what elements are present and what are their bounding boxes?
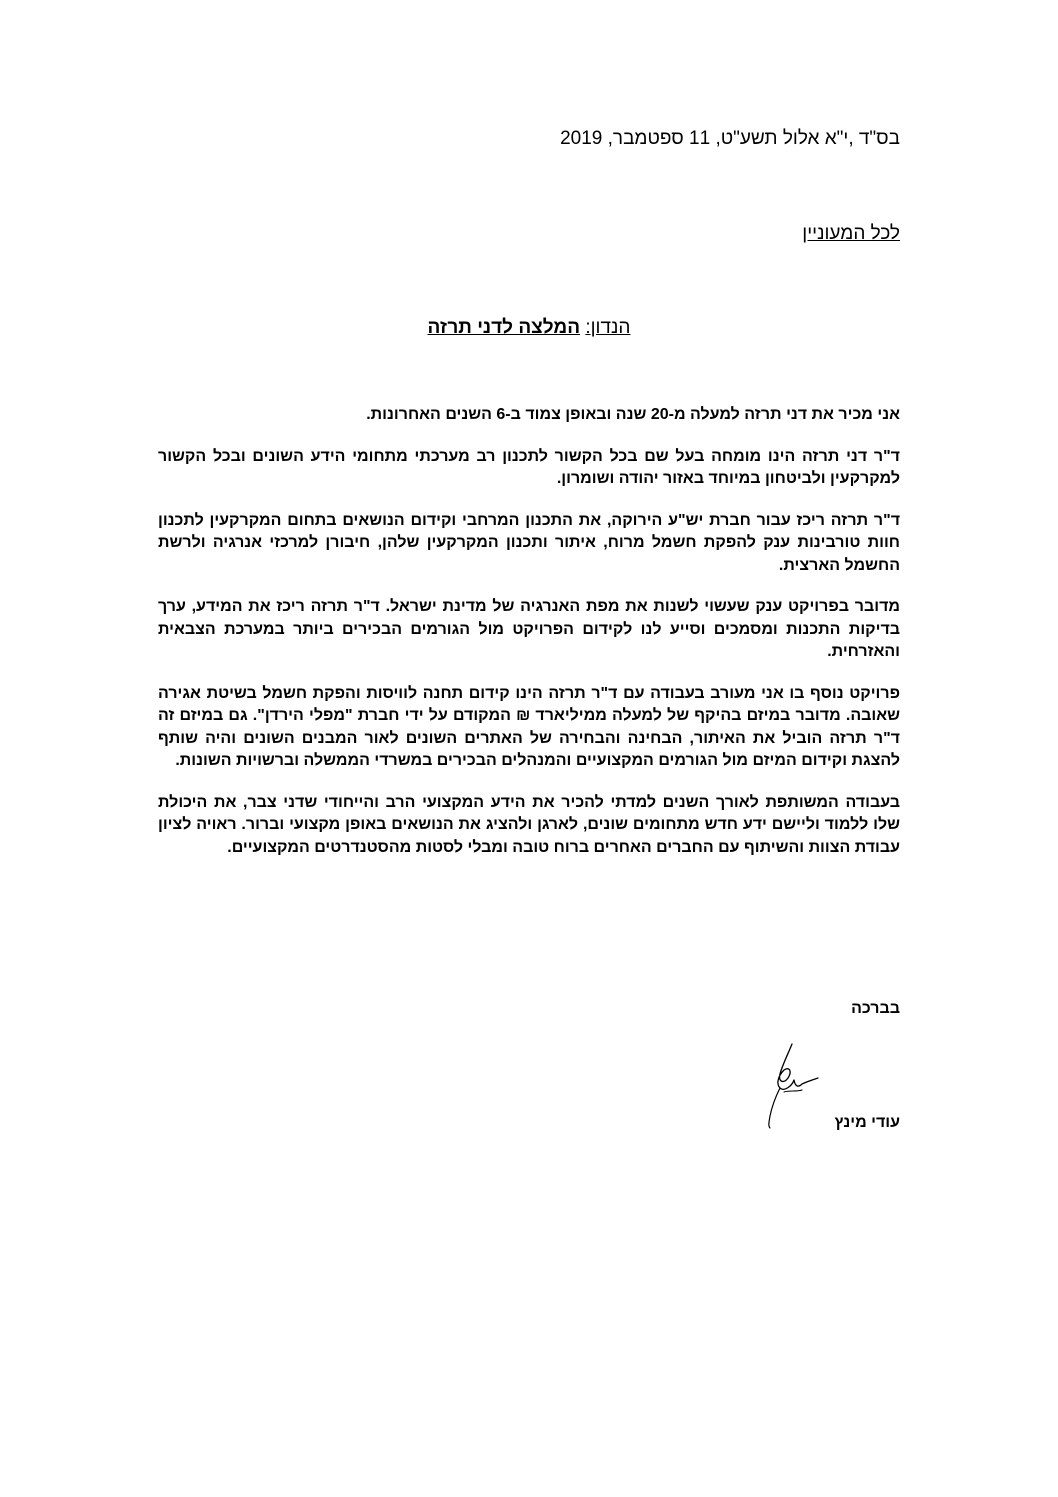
body-paragraph-4: מדובר בפרויקט ענק שעשוי לשנות את מפת האנרגיה של מדינת ישראל. ד"ר תרזה ריכז את המידע, ערך בדיקות התכנות ומסמכים וסייע לנו לקידום הפרויקט מול הגורמים הבכירים ביותר במערכת הצבאית והאזרחית.	[158, 598, 900, 660]
body-paragraph-3: ד"ר תרזה ריכז עבור חברת יש"ע הירוקה, את התכנון המרחבי וקידום הנושאים בתחום המקרקעין לתכנון חוות טורבינות ענק להפקת חשמל מרוח, איתור ותכנון המקרקעין שלהן, חיבורן למרכזי אנרגיה ולרשת החשמל הארצית.	[158, 511, 900, 574]
letter-subject	[0, 316, 1058, 340]
body-paragraph-1: אני מכיר את דני תרזה למעלה מ-20 שנה ובאופן צמוד ב-6 השנים האחרונות.	[366, 406, 900, 423]
signer-name: עודי מינץ	[834, 1114, 900, 1131]
letter-body	[158, 404, 900, 878]
letter-closing: בברכה	[851, 1000, 900, 1017]
subject-label: הנדון:	[585, 317, 631, 338]
letter-recipient: לכל המעוניין	[802, 223, 900, 244]
subject-text: המלצה לדני תרזה	[427, 317, 581, 338]
body-paragraph-5: פרויקט נוסף בו אני מעורב בעבודה עם ד"ר תרזה הינו קידום תחנה לוויסות והפקת חשמל בשיטת אגירה שאובה. מדובר במיזם בהיקף של למעלה ממיליארד ₪ המקודם על ידי חברת "מפלי הירדן". גם במיזם זה ד"ר תרזה הוביל את האיתור, הבחינה והבחירה של האתרים השונים לאור המבנים השונים והיה שותף להצגת וקידום המיזם מול הגורמים המקצועיים והמנהלים הבכירים במשרדי הממשלה וברשויות השונות.	[158, 684, 900, 769]
body-paragraph-6: בעבודה המשותפת לאורך השנים למדתי להכיר את הידע המקצועי הרב והייחודי שדני צבר, את היכולת שלו ללמוד וליישם ידע חדש מתחומים שונים, לארגן ולהציג את הנושאים באופן מקצועי וברור. ראויה לציון עבודת הצוות והשיתוף עם החברים האחרים ברוח טובה ומבלי לסטות מהסטנדרטים המקצועיים.	[158, 793, 900, 856]
handwritten-signature	[762, 1040, 830, 1130]
letter-date: בס"ד ,י"א אלול תשע"ט, 11 ספטמבר, 2019	[560, 128, 900, 149]
body-paragraph-2: ד"ר דני תרזה הינו מומחה בעל שם בכל הקשור לתכנון רב מערכתי מתחומי הידע השונים ובכל הקשור למקרקעין ולביטחון במיוחד באזור יהודה ושומרון.	[158, 447, 900, 487]
